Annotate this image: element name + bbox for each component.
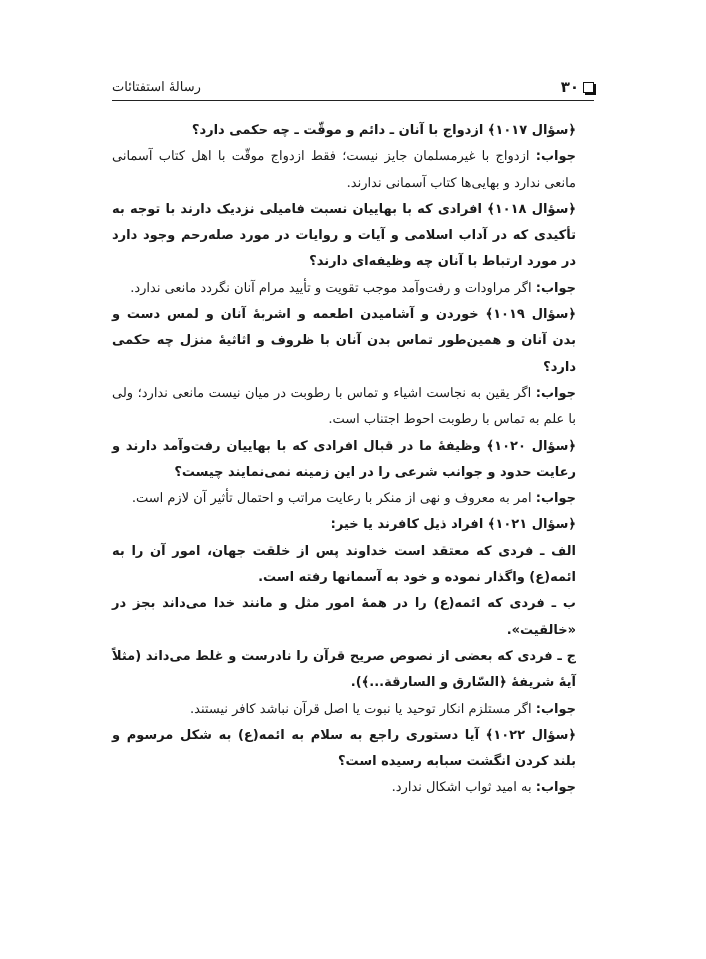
answer-label: جواب: (535, 280, 576, 296)
answer-text: اگر مراودات و رفت‌وآمد موجب تقویت و تأیید مرام آنان نگردد مانعی ندارد. (130, 280, 532, 296)
question-paragraph (112, 723, 594, 776)
question-text: ﴿سؤال ۱۰۱۹﴾ خوردن و آشامیدن اطعمه و اشربهٔ آنان و لمس دست و بدن آنان و همین‌طور تماس بدن آنان با ظروف و اثاثیهٔ منزل چه حکمی دارد؟ (112, 307, 576, 375)
question-paragraph (112, 302, 594, 381)
page-number: ۳۰ (560, 78, 579, 96)
answer-text: اگر مستلزم انکار توحید یا نبوت یا اصل قرآن نباشد کافر نیستند. (190, 701, 532, 717)
answer-text: ازدواج با غیرمسلمان جایز نیست؛ فقط ازدواج موقّت با اهل کتاب آسمانی مانعی ندارد و بهایی‌ها کتاب آسمانی ندارند. (112, 149, 576, 191)
answer-label: جواب: (535, 149, 576, 165)
answer-paragraph (112, 276, 594, 302)
question-paragraph (112, 539, 594, 592)
question-text: ﴿سؤال ۱۰۲۲﴾ آیا دستوری راجع به سلام به ائمه(ع) به شکل مرسوم و بلند کردن انگشت سبابه رسیده است؟ (112, 727, 576, 770)
question-text: ﴿سؤال ۱۰۱۸﴾ افرادی که با بهاییان نسبت فامیلی نزدیک دارند با توجه به تأکیدی که در آداب اسلامی و آیات و روایات در مورد صله‌رحم وجود دارد در مورد ارتباط با آنان چه وظیفه‌ای دارند؟ (112, 201, 576, 270)
answer-label: جواب: (535, 491, 576, 507)
answer-paragraph (112, 144, 594, 197)
question-paragraph (112, 197, 594, 276)
answer-label: جواب: (535, 385, 576, 401)
question-paragraph (112, 591, 594, 644)
page-header (112, 78, 594, 101)
answer-label: جواب: (535, 701, 576, 717)
document-body (112, 118, 594, 802)
question-text: الف ـ فردی که معتقد است خداوند پس از خلقت جهان، امور آن را به ائمه(ع) واگذار نموده و خود به آسمانها رفته است. (112, 543, 576, 586)
answer-paragraph (112, 486, 594, 512)
answer-text: اگر یقین به نجاست اشیاء و تماس با رطوبت در میان نیست مانعی ندارد؛ ولی با علم به تماس با رطوبت احوط اجتناب است. (112, 385, 576, 428)
answer-text: امر به معروف و نهی از منکر با رعایت مراتب و احتمال تأثیر آن لازم است. (131, 491, 532, 507)
answer-paragraph (112, 697, 594, 723)
answer-paragraph (112, 775, 594, 801)
page-number-group (561, 78, 594, 96)
answer-label: جواب: (535, 780, 576, 796)
question-text: ج ـ فردی که بعضی از نصوص صریح قرآن را نادرست و غلط می‌داند (مثلاً آیهٔ شریفهٔ ﴿السّارق و السارقة...﴾). (112, 648, 576, 691)
question-text: ﴿سؤال ۱۰۱۷﴾ ازدواج با آنان ـ دائم و موقّت ـ چه حکمی دارد؟ (191, 123, 576, 138)
answer-text: به امید ثواب اشکال ندارد. (391, 780, 532, 796)
question-paragraph (112, 644, 594, 697)
question-paragraph (112, 118, 594, 144)
answer-paragraph (112, 381, 594, 434)
question-paragraph (112, 434, 594, 487)
question-text: ب ـ فردی که ائمه(ع) را در همهٔ امور مثل و مانند خدا می‌داند بجز در «خالقیت». (112, 596, 576, 638)
question-text: ﴿سؤال ۱۰۲۱﴾ افراد ذیل کافرند یا خیر: (330, 517, 576, 533)
question-paragraph (112, 512, 594, 538)
square-box-icon (583, 82, 594, 93)
running-title: رسالهٔ استفتائات (112, 80, 201, 95)
question-text: ﴿سؤال ۱۰۲۰﴾ وظیفهٔ ما در قبال افرادی که با بهاییان رفت‌وآمد دارند و رعایت حدود و جوانب شرعی را در این زمینه نمی‌نمایند چیست؟ (112, 438, 576, 480)
